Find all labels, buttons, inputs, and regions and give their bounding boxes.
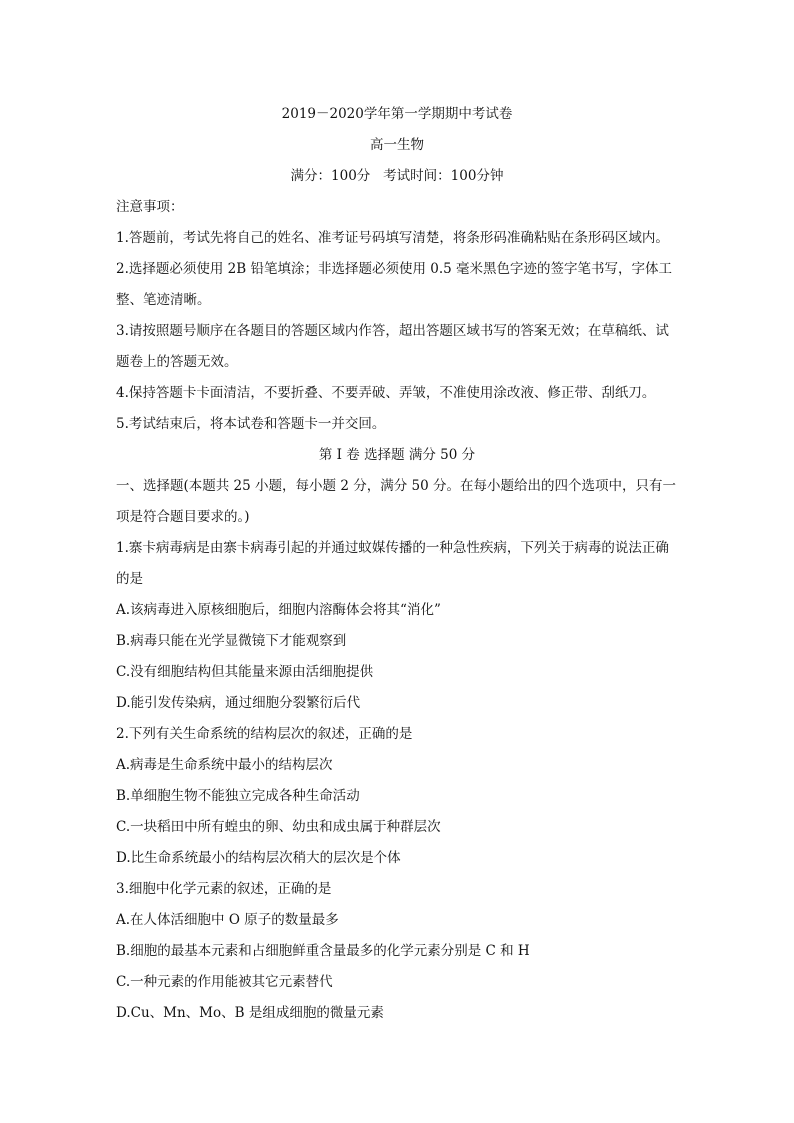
section-instructions: 项是符合题目要求的。) <box>116 509 250 525</box>
notice-line: 3.请按照题号顺序在各题目的答题区域内作答，超出答题区域书写的答案无效；在草稿纸、试 <box>116 323 669 339</box>
question-option: A.在人体活细胞中 O 原子的数量最多 <box>116 912 339 928</box>
question-option: B.细胞的最基本元素和占细胞鲜重含量最多的化学元素分别是 C 和 H <box>116 943 530 959</box>
section-title: 第 I 卷 选择题 满分 50 分 <box>318 447 476 463</box>
question-stem: 3.细胞中化学元素的叙述，正确的是 <box>116 881 332 897</box>
question-option: C.没有细胞结构但其能量来源由活细胞提供 <box>116 664 374 680</box>
section-instructions: 一、选择题(本题共 25 小题，每小题 2 分，满分 50 分。在每小题给出的四个选项中，只有一 <box>116 478 676 494</box>
question-option: C.一块稻田中所有蝗虫的卵、幼虫和成虫属于种群层次 <box>116 819 441 835</box>
notice-line: 1.答题前，考试先将自己的姓名、准考证号码填写清楚，将条形码准确粘贴在条形码区域内。 <box>116 230 669 246</box>
notice-line: 4.保持答题卡卡面清洁，不要折叠、不要弄破、弄皱，不准使用涂改液、修正带、刮纸刀。 <box>116 385 656 401</box>
score-time-line: 满分：100分 考试时间：100分钟 <box>290 168 504 184</box>
question-option: B.病毒只能在光学显微镜下才能观察到 <box>116 633 347 649</box>
question-option: B.单细胞生物不能独立完成各种生命活动 <box>116 788 360 804</box>
question-option: D.能引发传染病，通过细胞分裂繁衍后代 <box>116 695 361 711</box>
notice-heading: 注意事项： <box>116 199 184 215</box>
question-option: A.该病毒进入原核细胞后，细胞内溶酶体会将其“消化” <box>116 602 441 618</box>
notice-line: 题卷上的答题无效。 <box>116 354 238 370</box>
subject-title: 高一生物 <box>370 137 424 153</box>
notice-line: 5.考试结束后，将本试卷和答题卡一并交回。 <box>116 416 386 432</box>
exam-title: 2019－2020学年第一学期期中考试卷 <box>281 106 513 122</box>
question-stem: 2.下列有关生命系统的结构层次的叙述，正确的是 <box>116 726 413 742</box>
question-stem: 1.寨卡病毒病是由寨卡病毒引起的并通过蚊媒传播的一种急性疾病，下列关于病毒的说法正确 <box>116 540 669 556</box>
question-stem: 的是 <box>116 571 143 587</box>
question-option: D.Cu、Mn、Mo、B 是组成细胞的微量元素 <box>116 1005 384 1021</box>
question-option: C.一种元素的作用能被其它元素替代 <box>116 974 333 990</box>
notice-line: 整、笔迹清晰。 <box>116 292 211 308</box>
question-option: D.比生命系统最小的结构层次稍大的层次是个体 <box>116 850 401 866</box>
notice-line: 2.选择题必须使用 2B 铅笔填涂；非选择题必须使用 0.5 毫米黑色字迹的签字笔书写，字体工 <box>116 261 673 277</box>
question-option: A.病毒是生命系统中最小的结构层次 <box>116 757 333 773</box>
